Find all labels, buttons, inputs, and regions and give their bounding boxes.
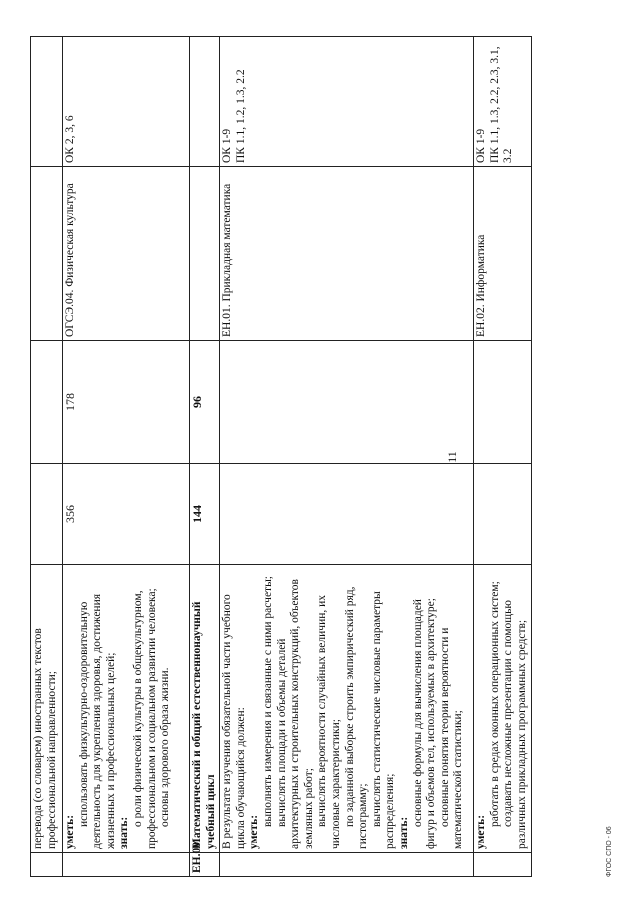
rotated-content: [30, 37, 620, 877]
description-line: учебный цикл: [204, 774, 217, 849]
competency-line: ОК 1-9: [475, 128, 488, 163]
description-line: математической статистики;: [452, 710, 465, 849]
competency-line: ПК 1.1, 1.3, 2.2, 2.3, 3.1, 3.2: [488, 46, 515, 163]
description-line: уметь:: [475, 814, 488, 849]
description-cell: [220, 565, 474, 853]
description-line: распределения;: [384, 773, 397, 849]
description-line: различных прикладных программных средств;: [515, 619, 528, 849]
description-cell: [63, 565, 190, 853]
description-line: архитектурных и строительных конструкций, объектов: [289, 579, 302, 849]
description-line: знать:: [118, 816, 131, 849]
description-line: деятельность для укрепления здоровья, достижения: [91, 593, 104, 849]
description-line: вычислять вероятности случайных величин, их: [316, 594, 329, 827]
description-line: выполнять измерения и связанные с ними расчеты;: [261, 575, 274, 827]
description-cell: [474, 565, 531, 853]
competencies-cell: [31, 37, 63, 167]
cycle-code-cell: [474, 853, 531, 877]
description-line: жизненных и профессиональных целей;: [104, 652, 117, 849]
competencies-cell: [220, 37, 474, 167]
table-row: [474, 37, 531, 877]
hours-required-cell: [220, 341, 474, 464]
discipline-cell: ОГСЭ.04. Физическая культура: [63, 167, 190, 341]
description-line: по заданной выборке строить эмпирический ряд,: [343, 586, 356, 827]
description-line: перевода (со словарем) иностранных текстов: [32, 628, 44, 849]
description-line: основы здорового образа жизни.: [159, 667, 172, 827]
description-line: знать:: [397, 816, 410, 849]
table-row: [31, 37, 63, 877]
description-line: цикла обучающийся должен:: [234, 707, 247, 849]
description-line: Математический и общий естественнонаучный: [191, 601, 203, 849]
competencies-cell: [190, 37, 220, 167]
hours-total-cell: 144: [190, 464, 220, 565]
description-line: работать в средах оконных операционных систем;: [488, 581, 501, 827]
discipline-cell: ЕН.01. Прикладная математика: [220, 167, 474, 341]
competency-line: ПК 1.1, 1.2, 1.3, 2.2: [234, 69, 247, 163]
description-line: о роли физической культуры в общекультурном,: [131, 590, 144, 827]
cycle-code-cell: ЕН.00: [190, 853, 220, 877]
description-line: создавать несложные презентации с помощью: [502, 600, 515, 827]
description-line: вычислять статистические числовые параметры: [370, 591, 383, 827]
cycle-code-cell: [31, 853, 63, 877]
hours-total-cell: [474, 464, 531, 565]
cycle-code-cell: [220, 853, 474, 877]
hours-total-cell: [220, 464, 474, 565]
description-line: профессиональном и социальном развитии человека;: [145, 588, 158, 849]
hours-required-cell: 178: [63, 341, 190, 464]
description-cell: [31, 565, 63, 853]
footer-code: ФГОС СПО - 06: [606, 826, 613, 877]
competencies-cell: [63, 37, 190, 167]
description-cell: [190, 565, 220, 853]
competency-line: ОК 2, 3, 6: [64, 115, 76, 163]
description-line: земляных работ;: [302, 768, 315, 849]
description-line: профессиональной направленности;: [45, 671, 58, 849]
hours-required-cell: [474, 341, 531, 464]
cycle-code-cell: [63, 853, 190, 877]
table-row: [190, 37, 220, 877]
description-line: В результате изучения обязательной части учебного: [221, 594, 234, 849]
table-row: [220, 37, 474, 877]
description-line: использовать физкультурно-оздоровительную: [77, 601, 90, 827]
competency-line: ОК 1-9: [221, 128, 234, 163]
discipline-cell: ЕН.02. Информатика: [474, 167, 531, 341]
hours-total-cell: 356: [63, 464, 190, 565]
table-row: [63, 37, 190, 877]
description-line: числовые характеристики;: [329, 719, 342, 849]
description-line: уметь:: [248, 814, 261, 849]
competencies-cell: [474, 37, 531, 167]
description-line: основные формулы для вычисления площадей: [411, 599, 424, 827]
description-line: вычислять площади и объемы деталей: [275, 638, 288, 827]
page-number: 11: [445, 451, 459, 463]
description-line: фигур и объемов тел, используемых в архитектуре;: [425, 598, 438, 849]
hours-total-cell: [31, 464, 63, 565]
description-line: гистограмму;: [357, 783, 370, 849]
description-line: основные понятия теории вероятности и: [438, 627, 451, 827]
hours-required-cell: 96: [190, 341, 220, 464]
discipline-cell: [31, 167, 63, 341]
hours-required-cell: [31, 341, 63, 464]
discipline-cell: [190, 167, 220, 341]
description-line: уметь:: [64, 814, 76, 849]
